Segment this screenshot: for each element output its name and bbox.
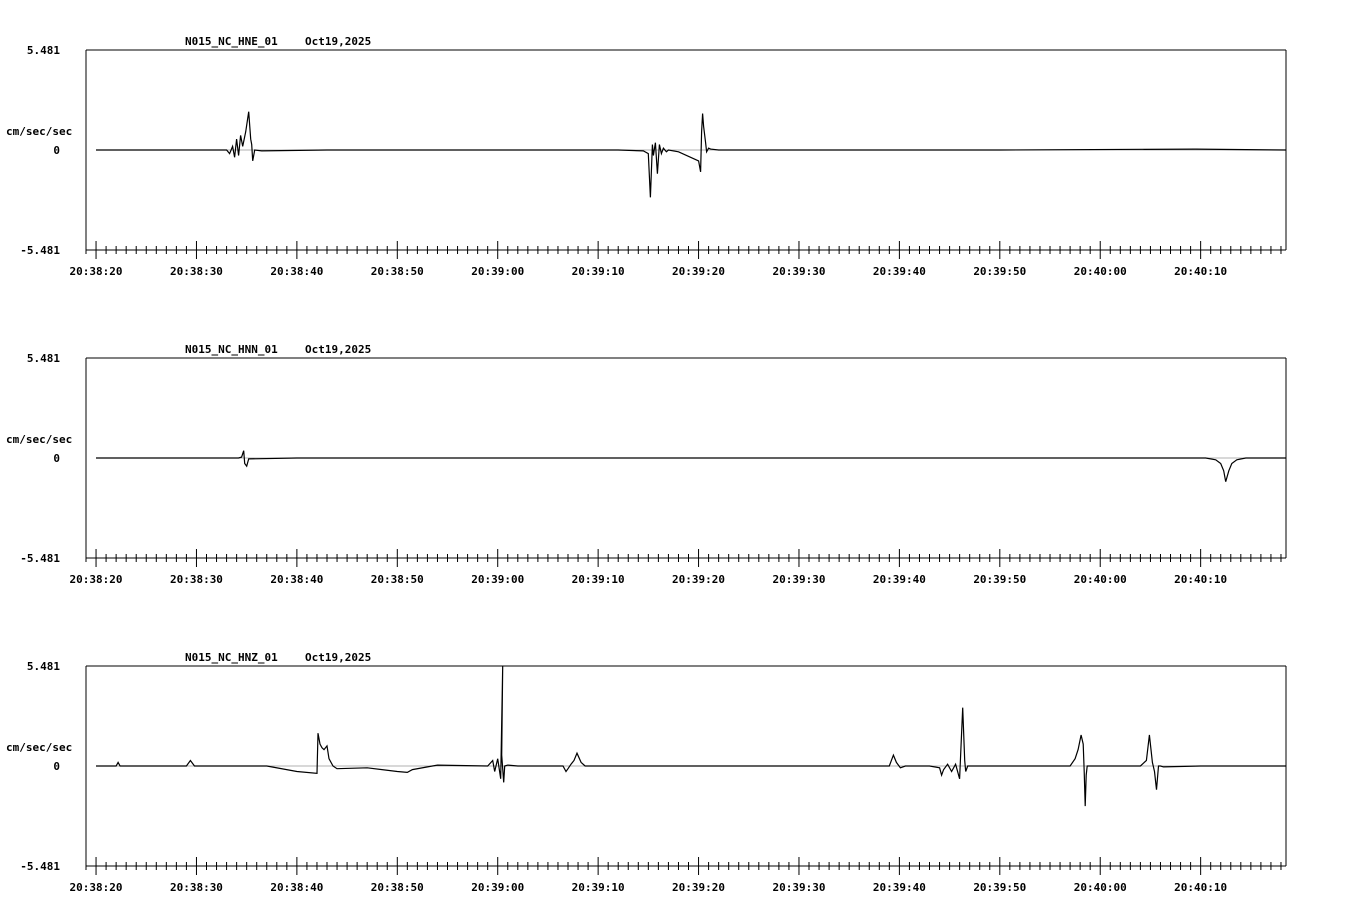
y-tick-label: -5.481 (20, 552, 60, 565)
x-tick-label: 20:38:40 (270, 573, 324, 586)
x-tick-label: 20:39:20 (672, 573, 726, 586)
x-tick-label: 20:39:40 (872, 573, 926, 586)
y-tick-label: 0 (53, 452, 60, 465)
x-tick-label: 20:38:50 (370, 881, 424, 894)
x-tick-label: 20:40:10 (1174, 573, 1228, 586)
x-tick-label: 20:38:40 (270, 265, 324, 278)
x-tick-label: 20:39:50 (973, 265, 1027, 278)
x-tick-label: 20:40:00 (1073, 265, 1127, 278)
x-tick-label: 20:40:00 (1073, 573, 1127, 586)
x-tick-label: 20:38:30 (169, 881, 223, 894)
x-tick-label: 20:39:00 (471, 265, 525, 278)
y-tick-label: -5.481 (20, 244, 60, 257)
x-tick-label: 20:39:10 (571, 881, 625, 894)
y-tick-label: 0 (53, 144, 60, 157)
seismic-trace (96, 451, 1286, 482)
x-tick-label: 20:38:40 (270, 881, 324, 894)
date-title: Oct19,2025 (305, 343, 372, 356)
trace-panel-1 (6, 35, 1286, 278)
x-tick-label: 20:38:30 (169, 265, 223, 278)
x-tick-label: 20:39:30 (772, 265, 826, 278)
station-title: N015_NC_HNN_01 (185, 343, 278, 356)
x-tick-label: 20:38:50 (370, 265, 424, 278)
x-tick-label: 20:39:10 (571, 573, 625, 586)
y-tick-label: -5.481 (20, 860, 60, 873)
y-tick-label: 5.481 (26, 660, 60, 673)
x-tick-label: 20:39:40 (872, 265, 926, 278)
y-axis-label: cm/sec/sec (6, 433, 73, 446)
date-title: Oct19,2025 (305, 651, 372, 664)
y-tick-label: 0 (53, 760, 60, 773)
y-axis-label: cm/sec/sec (6, 125, 73, 138)
x-tick-label: 20:39:00 (471, 881, 525, 894)
x-tick-label: 20:39:30 (772, 573, 826, 586)
x-tick-label: 20:38:50 (370, 573, 424, 586)
x-tick-label: 20:39:50 (973, 881, 1027, 894)
seismic-trace (96, 112, 1286, 198)
x-tick-label: 20:39:00 (471, 573, 525, 586)
y-tick-label: 5.481 (26, 352, 60, 365)
y-axis-label: cm/sec/sec (6, 741, 73, 754)
x-tick-label: 20:39:40 (872, 881, 926, 894)
x-tick-label: 20:39:50 (973, 573, 1027, 586)
seismic-trace (96, 666, 1286, 806)
x-tick-label: 20:40:10 (1174, 881, 1228, 894)
x-tick-label: 20:40:10 (1174, 265, 1228, 278)
trace-panel-2 (6, 343, 1286, 586)
station-title: N015_NC_HNZ_01 (185, 651, 278, 664)
x-tick-label: 20:38:20 (69, 573, 123, 586)
station-title: N015_NC_HNE_01 (185, 35, 278, 48)
x-tick-label: 20:39:20 (672, 881, 726, 894)
x-tick-label: 20:40:00 (1073, 881, 1127, 894)
x-tick-label: 20:39:30 (772, 881, 826, 894)
x-tick-label: 20:39:10 (571, 265, 625, 278)
x-tick-label: 20:38:20 (69, 265, 123, 278)
date-title: Oct19,2025 (305, 35, 372, 48)
x-tick-label: 20:39:20 (672, 265, 726, 278)
y-tick-label: 5.481 (26, 44, 60, 57)
x-tick-label: 20:38:30 (169, 573, 223, 586)
x-tick-label: 20:38:20 (69, 881, 123, 894)
trace-panel-3 (6, 651, 1286, 894)
